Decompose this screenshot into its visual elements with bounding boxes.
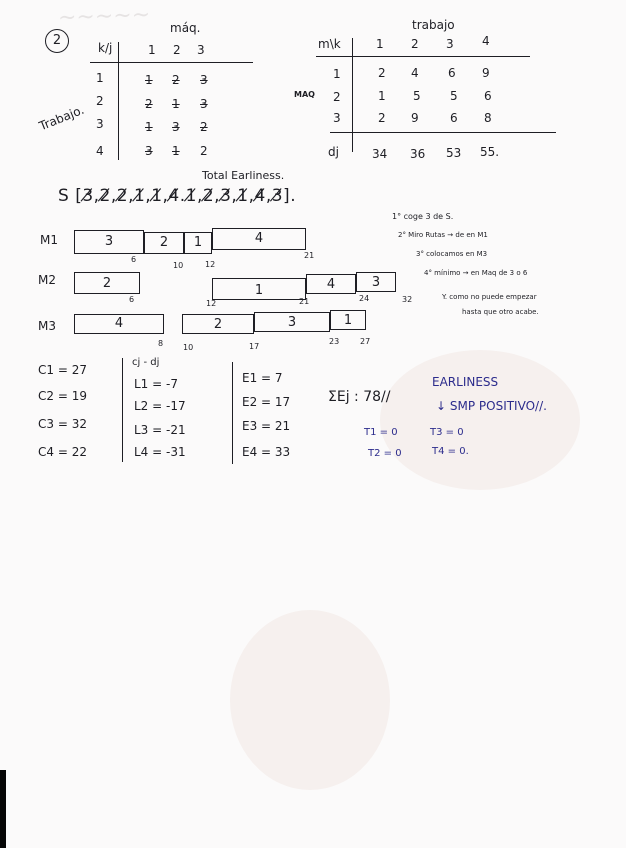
table-cell: 5 — [413, 89, 421, 103]
col-header: 1 — [376, 37, 384, 51]
tardiness-value: T1 = 0 — [364, 427, 398, 438]
gantt-block-label: 3 — [371, 275, 381, 290]
gantt-block-label: 1 — [254, 283, 264, 298]
time-tick: 6 — [131, 255, 137, 264]
table-cell: 2 — [200, 120, 208, 134]
table-corner: k/j — [98, 41, 113, 55]
tardiness-value: T2 = 0 — [368, 448, 402, 459]
completion-value: C1 = 27 — [38, 363, 87, 377]
table-cell: 9 — [482, 66, 490, 80]
col-header: 3 — [197, 43, 205, 57]
time-tick: 32 — [402, 295, 413, 304]
row-header: 2 — [96, 94, 104, 108]
table-cell: 3 — [200, 73, 208, 87]
lateness-header: cj - dj — [132, 357, 160, 368]
paper-stain — [230, 610, 390, 790]
time-tick: 8 — [158, 339, 164, 348]
total-value: 34 — [372, 147, 388, 161]
gantt-block-label: 3 — [287, 315, 297, 330]
row-header: 3 — [333, 111, 341, 125]
problem-number: 2 — [45, 29, 69, 53]
col-header: 2 — [411, 37, 419, 51]
completion-value: C4 = 22 — [38, 445, 87, 459]
gantt-block-label: 2 — [213, 317, 223, 332]
table-cell: 2 — [378, 66, 386, 80]
col-header: 3 — [446, 37, 454, 51]
gantt-block-label: 2 — [159, 235, 169, 250]
totals-rule — [330, 132, 556, 133]
conclusion-note: ↓ SMP POSITIVO//. — [436, 399, 547, 413]
table-cell: 1 — [172, 97, 180, 111]
table-cell: 2 — [378, 111, 386, 125]
table-cell: 2 — [172, 73, 180, 87]
total-value: 53 — [446, 146, 462, 160]
row-header-rule — [118, 42, 119, 160]
section-title: Total Earliness. — [202, 169, 285, 182]
schedule-sequence: S [3̸,2̸,2̸,1̸,1̸,4̸.1̸,2̸,3̸,1̸,4̸,3̸]. — [58, 186, 297, 206]
lateness-value: L1 = -7 — [134, 377, 178, 391]
row-header: 1 — [333, 67, 341, 81]
tardiness-value: T3 = 0 — [430, 427, 464, 438]
row-header: 2 — [333, 90, 341, 104]
table-cell: 3 — [172, 120, 180, 134]
row-header-rule — [352, 38, 353, 152]
note-line: 2° Miro Rutas → de en M1 — [398, 231, 488, 239]
table-cell: 4 — [411, 66, 419, 80]
gantt-block-label: 1 — [193, 235, 203, 250]
table-cell: 1 — [145, 120, 153, 134]
earliness-value: E3 = 21 — [242, 419, 291, 433]
gantt-block-label: 4 — [326, 277, 336, 292]
table-title: trabajo — [412, 18, 455, 32]
table-cell: 9 — [411, 111, 419, 125]
header-rule — [316, 56, 530, 57]
earliness-sum: ΣEj : 78// — [328, 389, 391, 405]
gantt-block-label: 4 — [114, 316, 124, 331]
table-cell: 8 — [484, 111, 492, 125]
gantt-block-label: 1 — [343, 313, 353, 328]
row-header: 4 — [96, 144, 104, 158]
table-cell: 6 — [448, 66, 456, 80]
completion-value: C3 = 32 — [38, 417, 87, 431]
time-tick: 10 — [173, 261, 184, 270]
total-value: 36 — [410, 147, 426, 161]
time-tick: 23 — [329, 337, 340, 346]
time-tick: 21 — [304, 251, 315, 260]
header-rule — [90, 62, 253, 63]
time-tick: 12 — [206, 299, 217, 308]
side-label: MAQ — [294, 90, 315, 99]
table-cell: 2 — [200, 144, 208, 158]
tardiness-value: T4 = 0. — [432, 446, 469, 457]
table-cell: 1 — [172, 144, 180, 158]
table-cell: 1 — [378, 89, 386, 103]
bleed-through-text: ~~~~~ — [57, 2, 151, 31]
time-tick: 6 — [129, 295, 135, 304]
machine-label: M2 — [38, 273, 56, 287]
machine-label: M3 — [38, 319, 56, 333]
row-header: 3 — [96, 117, 104, 131]
earliness-value: E2 = 17 — [242, 395, 291, 409]
time-tick: 10 — [183, 343, 194, 352]
gantt-block-label: 3 — [104, 234, 114, 249]
note-line: 4° mínimo → en Maq de 3 o 6 — [424, 269, 528, 277]
note-line: 1° coge 3 de S. — [392, 212, 454, 221]
table-corner: m\k — [318, 37, 341, 51]
time-tick: 24 — [359, 294, 370, 303]
gantt-block-label: 2 — [102, 276, 112, 291]
gantt-block-label: 4 — [254, 231, 264, 246]
time-tick: 27 — [360, 337, 371, 346]
column-divider — [122, 358, 123, 462]
earliness-value: E1 = 7 — [242, 371, 283, 385]
lateness-value: L2 = -17 — [134, 399, 186, 413]
col-header: 1 — [148, 43, 156, 57]
table-cell: 3 — [145, 144, 153, 158]
table-cell: 2 — [145, 97, 153, 111]
table-cell: 3 — [200, 97, 208, 111]
conclusion-title: EARLINESS — [432, 375, 499, 389]
col-header: 2 — [173, 43, 181, 57]
time-tick: 17 — [249, 342, 260, 351]
row-header: 1 — [96, 71, 104, 85]
table-cell: 1 — [145, 73, 153, 87]
time-tick: 21 — [299, 297, 310, 306]
side-label: Trabajo. — [37, 102, 87, 134]
col-header: 4 — [482, 34, 490, 48]
lateness-value: L3 = -21 — [134, 423, 186, 437]
note-line: hasta que otro acabe. — [462, 308, 539, 316]
paper-stain — [380, 350, 580, 490]
completion-value: C2 = 19 — [38, 389, 87, 403]
total-label: dj — [328, 145, 339, 159]
time-tick: 12 — [205, 260, 216, 269]
table-cell: 6 — [484, 89, 492, 103]
table-title: máq. — [170, 21, 201, 35]
note-line: Y. como no puede empezar — [442, 293, 537, 301]
lateness-value: L4 = -31 — [134, 445, 186, 459]
total-value: 55. — [480, 145, 500, 159]
machine-label: M1 — [40, 233, 58, 247]
note-line: 3° colocamos en M3 — [416, 250, 488, 258]
earliness-value: E4 = 33 — [242, 445, 291, 459]
table-cell: 5 — [450, 89, 458, 103]
page-edge-shadow — [0, 770, 6, 848]
table-cell: 6 — [450, 111, 458, 125]
column-divider — [232, 362, 233, 464]
